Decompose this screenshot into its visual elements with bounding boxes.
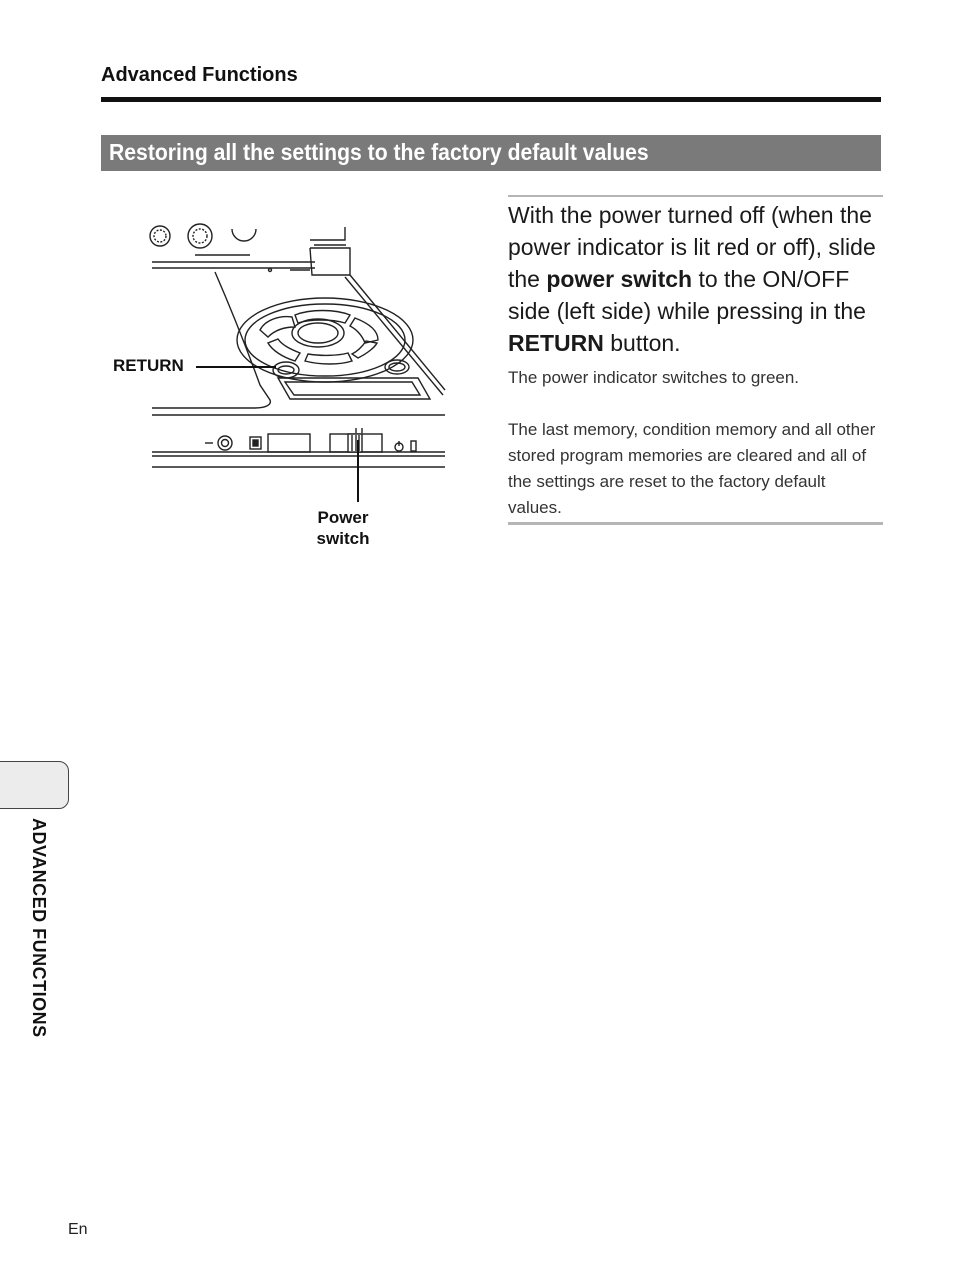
power-switch-callout-label	[300, 507, 386, 549]
header-title: Advanced Functions	[101, 64, 298, 86]
front-slot	[268, 434, 310, 452]
headphone-jack-icon	[218, 436, 232, 450]
knob-icon	[154, 230, 166, 242]
knob-icon	[150, 226, 170, 246]
header-rule	[101, 97, 881, 102]
knob-icon	[188, 224, 212, 248]
side-tab-label: ADVANCED FUNCTIONS	[29, 818, 49, 1038]
power-indicator-led	[411, 441, 416, 451]
power-label-line-2: switch	[316, 529, 370, 548]
instruction-bottom-rule	[508, 522, 883, 525]
instruction-part-1: With the power turned off (when the power indicator is lit red or off), slide the	[508, 202, 876, 292]
note-reset: The last memory, condition memory and all other stored program memories are cleared and all of the settings are reset to the factory default values.	[508, 420, 876, 517]
instruction-part-3: button.	[603, 330, 681, 356]
instruction-text	[508, 199, 883, 359]
device-diagram	[100, 215, 460, 565]
section-heading-bar	[101, 135, 881, 171]
return-button	[273, 362, 299, 378]
instruction-top-rule	[508, 195, 883, 197]
page-language: En	[68, 1221, 88, 1238]
power-label-line-1: Power	[317, 508, 369, 527]
return-callout-label: RETURN	[113, 356, 184, 375]
knob-icon	[193, 229, 207, 243]
side-tab	[0, 761, 69, 809]
instruction-part-2: to the ON/OFF side (left side) while pressing in the	[508, 266, 866, 324]
instruction-bold-return: RETURN	[508, 330, 604, 356]
knob-icon	[232, 229, 256, 241]
section-title: Restoring all the settings to the factory default values	[109, 139, 649, 165]
note-indicator: The power indicator switches to green.	[508, 368, 800, 387]
power-switch-knob	[348, 434, 362, 452]
instruction-bold-power-switch: power switch	[546, 266, 693, 292]
